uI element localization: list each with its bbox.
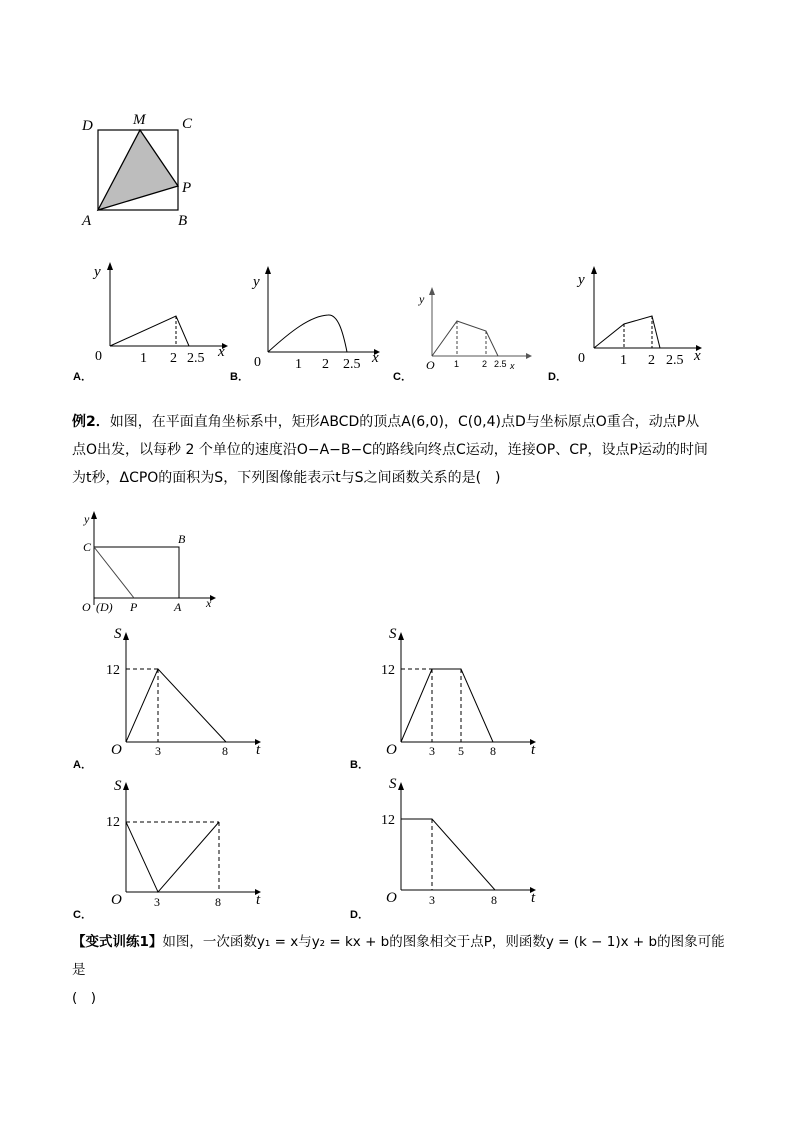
example2-line1: 如图，在平面直角坐标系中，矩形ABCD的顶点A(6,0)，C(0,4)点D与坐标原点O重合，动点P从: [109, 414, 700, 430]
q1a-tick-1: 1: [140, 351, 147, 366]
q1b-origin: 0: [254, 355, 261, 370]
shaded-triangle: [98, 130, 178, 210]
q1b-graph-curve: [268, 315, 347, 352]
segment-cp: [94, 547, 134, 598]
q2a-12: 12: [106, 663, 120, 678]
q2b-12: 12: [381, 663, 395, 678]
q2c-8: 8: [215, 895, 221, 909]
q2a-8: 8: [222, 744, 228, 758]
q1c-tick-1: 1: [454, 359, 460, 369]
q2d-origin: O: [386, 890, 397, 906]
q1b-tick-2: 2: [322, 357, 329, 372]
q1d-y-label: y: [578, 272, 585, 288]
q1c-tick-2: 2: [482, 359, 488, 369]
q2d-t-label: t: [531, 890, 536, 906]
q1d-graph-line: [594, 316, 660, 348]
label-a: A: [82, 213, 92, 229]
q2-graph-b: [375, 622, 545, 757]
q1a-x-label: x: [218, 344, 225, 360]
q1c-origin: O: [426, 358, 435, 372]
q2b-3: 3: [429, 744, 435, 758]
q1c-tick-25: 2.5: [494, 359, 507, 369]
rect-abcd: [94, 547, 179, 598]
q2-graph-a: [100, 622, 270, 757]
label-b: B: [178, 213, 188, 229]
q2-label-a[interactable]: A．: [73, 759, 92, 771]
q1b-x-label: x: [372, 350, 379, 366]
q1-graph-b: [250, 262, 390, 374]
example2-line3: 为t秒，ΔCPO的面积为S，下列图像能表示t与S之间函数关系的是( ): [72, 470, 501, 486]
q1a-y-label: y: [94, 264, 101, 280]
q2a-3: 3: [155, 744, 161, 758]
q1a-tick-2: 2: [170, 351, 177, 366]
q1a-graph-line: [110, 316, 189, 346]
q2a-origin: O: [111, 742, 122, 758]
q2-label-c[interactable]: C．: [73, 909, 92, 921]
q1-label-b[interactable]: B．: [230, 371, 249, 383]
q2d-graph-line: [401, 819, 495, 890]
rect-coordinate-figure: [72, 505, 222, 615]
rect-label-b: B: [178, 532, 186, 546]
variant-label: 【变式训练1】: [72, 934, 163, 950]
rect-label-o: O: [82, 600, 91, 614]
q2c-t-label: t: [256, 892, 261, 908]
q2d-12: 12: [381, 813, 395, 828]
q1d-tick-25: 2.5: [666, 353, 684, 368]
q1d-tick-1: 1: [620, 353, 627, 368]
rect-y-label: y: [84, 512, 90, 526]
q2d-8: 8: [491, 893, 497, 907]
q1d-x-label: x: [694, 348, 701, 364]
q2-graph-c: [100, 772, 270, 907]
q1-label-c[interactable]: C．: [393, 371, 412, 383]
q2b-graph-line: [401, 669, 493, 742]
q1b-y-label: y: [253, 274, 260, 290]
q1c-graph-line: [432, 321, 498, 356]
q2c-s-label: S: [114, 778, 122, 794]
q1b-tick-25: 2.5: [343, 357, 361, 372]
rect-x-label: x: [206, 596, 212, 610]
label-m: M: [133, 112, 146, 128]
q2d-s-label: S: [389, 776, 397, 792]
q2c-12: 12: [106, 815, 120, 830]
q1c-y-label: y: [419, 292, 425, 306]
q1-graph-a: [90, 258, 240, 370]
label-c: C: [182, 116, 193, 132]
label-d: D: [82, 118, 93, 134]
q1-graph-d: [574, 262, 714, 374]
rect-label-a: A: [174, 600, 182, 614]
q2b-s-label: S: [389, 626, 397, 642]
q2b-t-label: t: [531, 742, 536, 758]
variant-question: 如图，一次函数y₁ = x与y₂ = kx + b的图象相交于点P，则函数y = (k − 1)x + b的图象可能是: [72, 934, 725, 978]
q2c-graph-line: [126, 822, 219, 892]
q2a-s-label: S: [114, 626, 122, 642]
variant-text: [72, 928, 732, 1012]
rect-label-p: P: [130, 600, 138, 614]
q2c-3: 3: [154, 895, 160, 909]
example2-text: [72, 408, 732, 492]
q1-label-a[interactable]: A．: [73, 371, 92, 383]
q2b-origin: O: [386, 742, 397, 758]
q1-graph-c: [412, 283, 537, 373]
q2-graph-d: [375, 772, 545, 907]
q2b-8: 8: [490, 744, 496, 758]
q2-label-b[interactable]: B．: [350, 759, 369, 771]
q2-label-d[interactable]: D．: [350, 909, 369, 921]
q2d-3: 3: [429, 893, 435, 907]
example2-line2: 点O出发，以每秒 2 个单位的速度沿O−A−B−C的路线向终点C运动，连接OP、CP，设点P运动的时间: [72, 442, 708, 458]
example2-label: 例2．: [72, 414, 110, 430]
q2a-graph-line: [126, 669, 226, 742]
label-p: P: [182, 180, 192, 196]
q1a-tick-25: 2.5: [187, 351, 205, 366]
q1d-origin: 0: [578, 351, 585, 366]
variant-paren: ( ): [72, 990, 97, 1006]
q1b-tick-1: 1: [295, 357, 302, 372]
q2c-origin: O: [111, 892, 122, 908]
q1d-tick-2: 2: [648, 353, 655, 368]
square-figure: [78, 108, 208, 233]
q1c-x-label: x: [510, 361, 515, 371]
q1-label-d[interactable]: D．: [548, 371, 567, 383]
q1a-origin: 0: [95, 349, 102, 364]
q2b-5: 5: [458, 744, 464, 758]
rect-label-d: (D): [96, 600, 113, 614]
q2a-t-label: t: [256, 742, 261, 758]
rect-label-c: C: [83, 540, 92, 554]
